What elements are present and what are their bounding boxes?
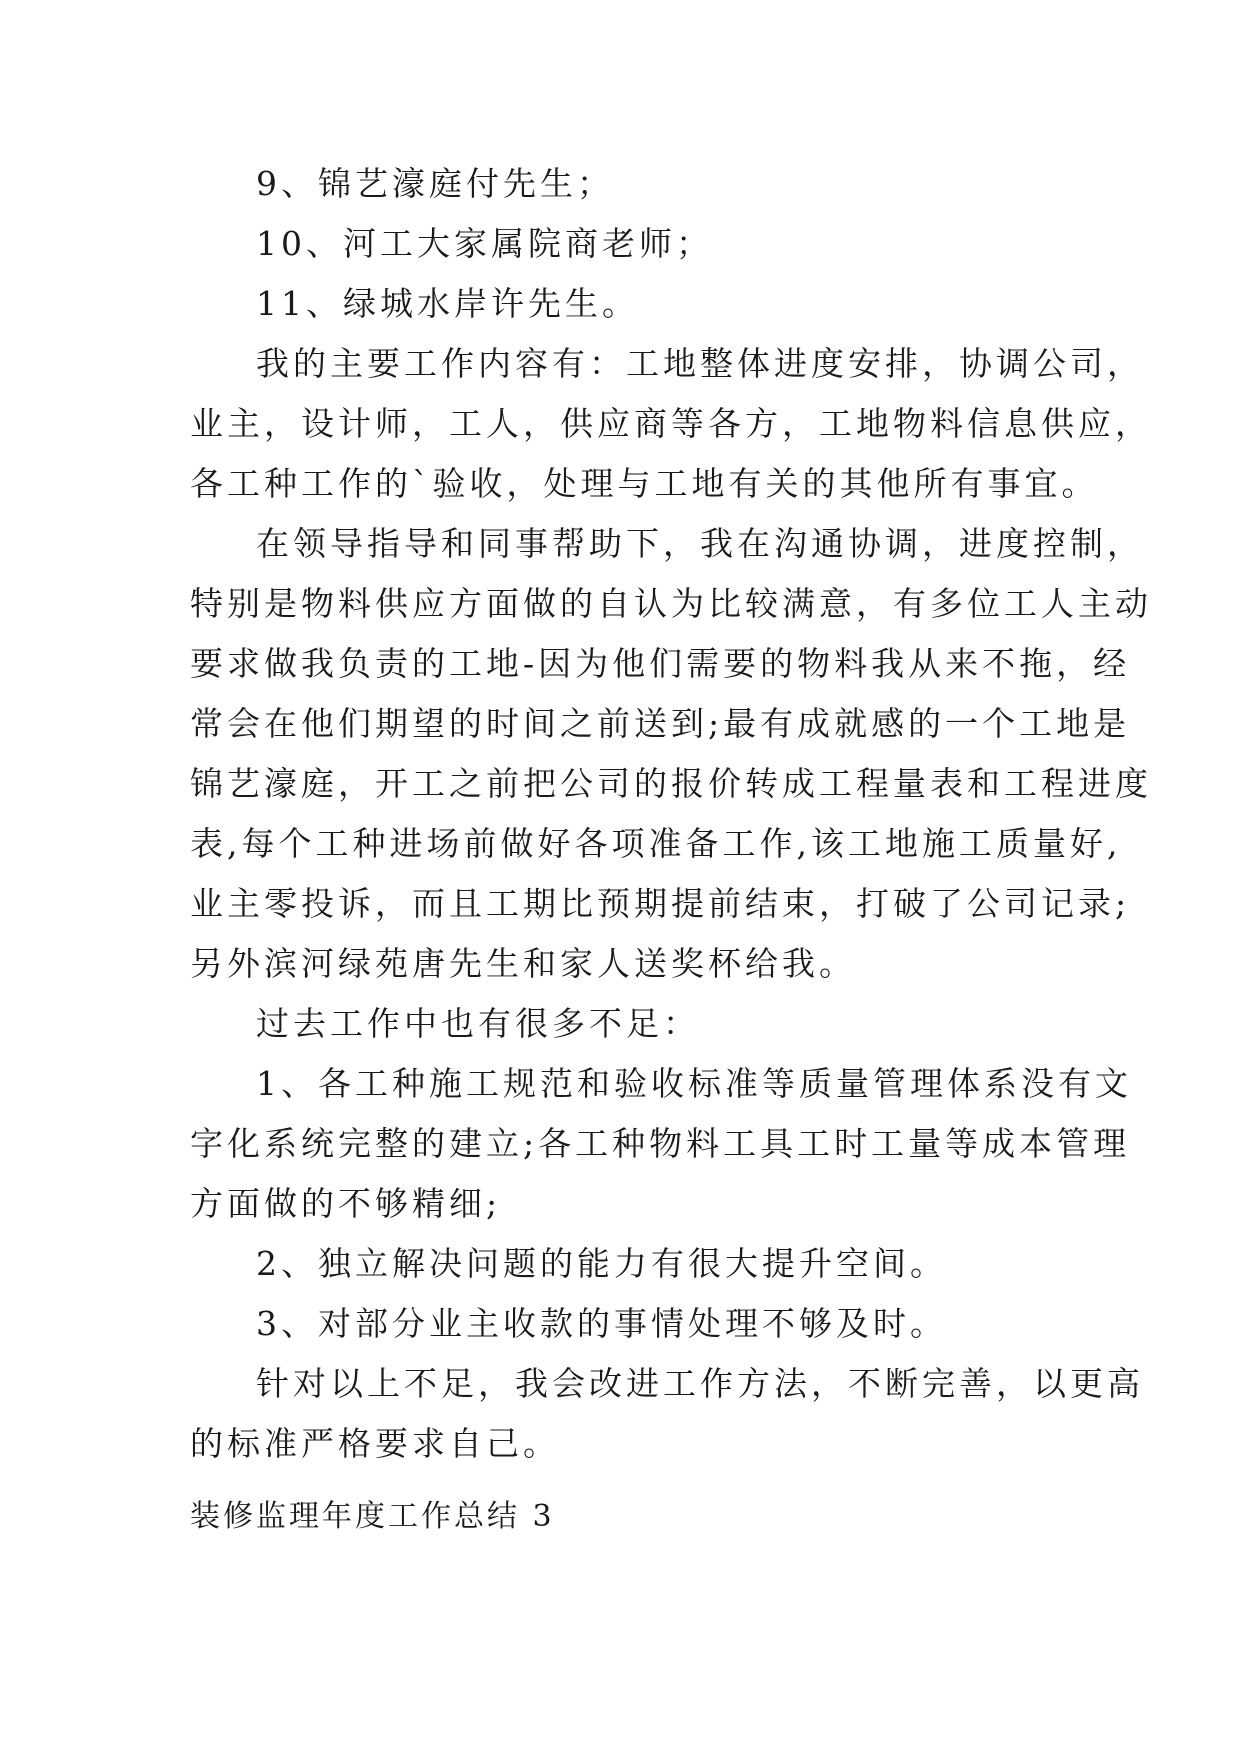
list-item: 11、绿城水岸许先生。 bbox=[256, 284, 639, 323]
list-item-continuation: 方面做的不够精细; bbox=[190, 1184, 502, 1223]
paragraph-line: 另外滨河绿苑唐先生和家人送奖杯给我。 bbox=[190, 944, 856, 983]
list-item: 1、各工种施工规范和验收标准等质量管理体系没有文 bbox=[256, 1064, 1132, 1103]
paragraph-line: 的标准严格要求自己。 bbox=[190, 1424, 560, 1463]
paragraph-line: 在领导指导和同事帮助下，我在沟通协调，进度控制， bbox=[256, 524, 1144, 563]
paragraph-line: 针对以上不足，我会改进工作方法，不断完善，以更高 bbox=[256, 1364, 1144, 1403]
paragraph-line: 要求做我负责的工地-因为他们需要的物料我从来不拖，经 bbox=[190, 644, 1131, 683]
list-item: 2、独立解决问题的能力有很大提升空间。 bbox=[256, 1244, 947, 1283]
paragraph-line: 过去工作中也有很多不足： bbox=[256, 1004, 700, 1043]
list-item: 9、锦艺濠庭付先生； bbox=[256, 164, 614, 203]
paragraph-line: 表,每个工种进场前做好各项准备工作,该工地施工质量好, bbox=[190, 824, 1122, 863]
paragraph-line: 业主零投诉，而且工期比预期提前结束，打破了公司记录; bbox=[190, 884, 1131, 923]
section-heading: 装修监理年度工作总结 3 bbox=[190, 1499, 555, 1534]
paragraph-line: 锦艺濠庭，开工之前把公司的报价转成工程量表和工程进度 bbox=[190, 764, 1152, 803]
paragraph-line: 各工种工作的`验收，处理与工地有关的其他所有事宜。 bbox=[190, 464, 1099, 503]
list-item: 3、对部分业主收款的事情处理不够及时。 bbox=[256, 1304, 947, 1343]
paragraph-line: 常会在他们期望的时间之前送到;最有成就感的一个工地是 bbox=[190, 704, 1131, 743]
list-item: 10、河工大家属院商老师； bbox=[256, 224, 713, 263]
document-body bbox=[190, 154, 1152, 1474]
paragraph-line: 业主，设计师，工人，供应商等各方，工地物料信息供应， bbox=[190, 404, 1152, 443]
list-item-continuation: 字化系统完整的建立;各工种物料工具工时工量等成本管理 bbox=[190, 1124, 1131, 1163]
paragraph-line: 特别是物料供应方面做的自认为比较满意，有多位工人主动 bbox=[190, 584, 1152, 623]
paragraph-line: 我的主要工作内容有：工地整体进度安排，协调公司， bbox=[256, 344, 1144, 383]
